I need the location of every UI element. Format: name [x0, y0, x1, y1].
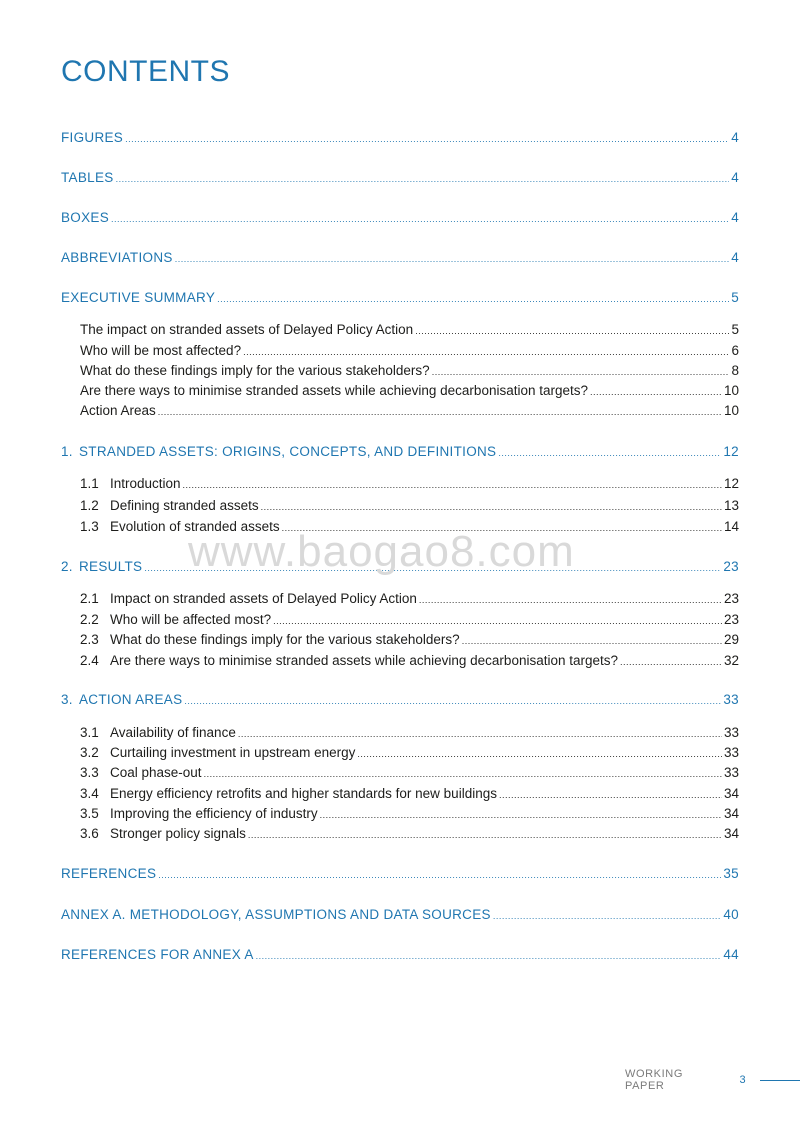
toc-subentry[interactable] [80, 611, 739, 629]
toc-entry-page: 5 [731, 290, 739, 305]
toc-entry-figures[interactable] [61, 129, 739, 147]
toc-entry-number: 2.4 [80, 653, 99, 668]
toc-entry-page: 8 [731, 363, 739, 378]
page-number: 3 [739, 1074, 747, 1086]
toc-entry-label: ACTION AREAS [79, 692, 183, 707]
toc-entry-label: FIGURES [61, 130, 124, 145]
toc-entry-number: 2.2 [80, 612, 99, 627]
toc-entry-number: 3.4 [80, 786, 99, 801]
toc-subentry[interactable] [80, 631, 739, 649]
toc-entry-label: Stronger policy signals [110, 826, 246, 841]
toc-entry-page: 5 [731, 322, 739, 337]
leader-dots [184, 692, 721, 710]
leader-dots [175, 250, 730, 268]
toc-entry-section-1[interactable] [61, 443, 739, 461]
toc-entry-label: REFERENCES FOR ANNEX A [61, 947, 254, 962]
leader-dots [590, 383, 722, 401]
leader-dots [415, 322, 729, 340]
toc-entry-page: 10 [723, 403, 739, 418]
toc-entry-page: 10 [723, 383, 739, 398]
toc-entry-page: 33 [723, 692, 739, 707]
watermark: www.baogao8.com [188, 527, 575, 576]
page-title: CONTENTS [61, 55, 230, 88]
toc-entry-label: Defining stranded assets [110, 498, 259, 513]
toc-entry-number: 2. [61, 559, 73, 574]
footer-label: WORKING PAPER [625, 1068, 683, 1092]
toc-entry-label: Improving the efficiency of industry [110, 806, 318, 821]
toc-entry-page: 12 [723, 476, 739, 491]
toc-subentry[interactable] [80, 342, 739, 360]
leader-dots [261, 498, 722, 516]
toc-entry-page: 33 [723, 765, 739, 780]
leader-dots [217, 290, 729, 308]
toc-entry-label: ABBREVIATIONS [61, 250, 173, 265]
toc-entry-label: RESULTS [79, 559, 143, 574]
toc-entry-number: 3. [61, 692, 73, 707]
leader-dots [238, 725, 722, 743]
toc-subentry[interactable] [80, 724, 739, 742]
toc-entry-page: 32 [723, 653, 739, 668]
toc-entry-boxes[interactable] [61, 209, 739, 227]
leader-dots [248, 826, 722, 844]
toc-entry-page: 13 [723, 498, 739, 513]
toc-entry-label: Energy efficiency retrofits and higher standards for new buildings [110, 786, 497, 801]
toc-entry-label: EXECUTIVE SUMMARY [61, 290, 216, 305]
toc-entry-label: REFERENCES [61, 866, 157, 881]
toc-entry-abbreviations[interactable] [61, 249, 739, 267]
toc-entry-page: 4 [731, 170, 739, 185]
toc-entry-page: 34 [723, 826, 739, 841]
page-footer [625, 1068, 800, 1092]
toc-subentry[interactable] [80, 382, 739, 400]
toc-entry-label: STRANDED ASSETS: ORIGINS, CONCEPTS, AND DEFINITIONS [79, 444, 497, 459]
leader-dots [243, 343, 729, 361]
toc-entry-label: Who will be most affected? [80, 343, 242, 358]
toc-entry-label: Impact on stranded assets of Delayed Policy Action [110, 591, 417, 606]
toc-entry-number: 3.6 [80, 826, 99, 841]
toc-subentry[interactable] [80, 321, 739, 339]
toc-entry-number: 3.5 [80, 806, 99, 821]
toc-entry-label: BOXES [61, 210, 110, 225]
leader-dots [419, 591, 722, 609]
toc-entry-label: Curtailing investment in upstream energy [110, 745, 356, 760]
leader-dots [204, 765, 722, 783]
toc-entry-label: The impact on stranded assets of Delayed Policy Action [80, 322, 414, 337]
toc-entry-page: 29 [723, 632, 739, 647]
leader-dots [499, 786, 722, 804]
toc-entry-number: 1.1 [80, 476, 99, 491]
footer-rule [760, 1080, 800, 1081]
leader-dots [432, 363, 730, 381]
leader-dots [125, 130, 729, 148]
toc-entry-tables[interactable] [61, 169, 739, 187]
toc-entry-executive-summary[interactable] [61, 289, 739, 307]
leader-dots [498, 444, 721, 462]
toc-entry-page: 44 [723, 947, 739, 962]
toc-entry-references[interactable] [61, 865, 739, 883]
toc-subentry[interactable] [80, 475, 739, 493]
toc-subentry[interactable] [80, 362, 739, 380]
toc-subentry[interactable] [80, 590, 739, 608]
toc-entry-annex-a-references[interactable] [61, 946, 739, 964]
toc-entry-number: 2.1 [80, 591, 99, 606]
toc-subentry[interactable] [80, 785, 739, 803]
toc-entry-number: 3.2 [80, 745, 99, 760]
toc-entry-label: Action Areas [80, 403, 156, 418]
toc-entry-page: 14 [723, 519, 739, 534]
toc-entry-page: 4 [731, 130, 739, 145]
leader-dots [158, 403, 722, 421]
toc-subentry[interactable] [80, 497, 739, 515]
toc-entry-page: 23 [723, 559, 739, 574]
leader-dots [462, 632, 722, 650]
toc-entry-label: TABLES [61, 170, 114, 185]
toc-subentry[interactable] [80, 805, 739, 823]
toc-entry-number: 1.3 [80, 519, 99, 534]
leader-dots [620, 653, 722, 671]
toc-subentry[interactable] [80, 825, 739, 843]
toc-entry-page: 6 [731, 343, 739, 358]
toc-entry-page: 35 [723, 866, 739, 881]
toc-subentry[interactable] [80, 402, 739, 420]
toc-entry-page: 33 [723, 725, 739, 740]
toc-entry-page: 12 [723, 444, 739, 459]
leader-dots [357, 745, 722, 763]
toc-entry-page: 4 [731, 210, 739, 225]
toc-entry-label: Who will be affected most? [110, 612, 272, 627]
toc-entry-page: 23 [723, 612, 739, 627]
toc-entry-number: 2.3 [80, 632, 99, 647]
toc-entry-page: 4 [731, 250, 739, 265]
toc-entry-number: 3.1 [80, 725, 99, 740]
leader-dots [493, 907, 722, 925]
toc-entry-number: 1. [61, 444, 73, 459]
toc-subentry[interactable] [80, 744, 739, 762]
leader-dots [256, 947, 722, 965]
leader-dots [111, 210, 729, 228]
leader-dots [273, 612, 722, 630]
toc-entry-number: 3.3 [80, 765, 99, 780]
toc-entry-label: Are there ways to minimise stranded assets while achieving decarbonisation targets? [80, 383, 589, 398]
leader-dots [116, 170, 730, 188]
toc-entry-label: Evolution of stranded assets [110, 519, 280, 534]
leader-dots [158, 866, 721, 884]
toc-entry-label: ANNEX A. METHODOLOGY, ASSUMPTIONS AND DATA SOURCES [61, 907, 491, 922]
toc-entry-label: Introduction [110, 476, 181, 491]
toc-subentry[interactable] [80, 764, 739, 782]
toc-entry-section-3[interactable] [61, 691, 739, 709]
toc-entry-page: 34 [723, 786, 739, 801]
leader-dots [320, 806, 722, 824]
toc-subentry[interactable] [80, 652, 739, 670]
toc-entry-label: Availability of finance [110, 725, 236, 740]
leader-dots [183, 476, 722, 494]
toc-entry-page: 34 [723, 806, 739, 821]
toc-entry-annex-a[interactable] [61, 906, 739, 924]
toc-entry-page: 33 [723, 745, 739, 760]
toc-entry-number: 1.2 [80, 498, 99, 513]
toc-entry-label: What do these findings imply for the various stakeholders? [110, 632, 460, 647]
toc-entry-page: 40 [723, 907, 739, 922]
toc-entry-label: What do these findings imply for the various stakeholders? [80, 363, 430, 378]
toc-entry-label: Coal phase-out [110, 765, 202, 780]
toc-entry-label: Are there ways to minimise stranded assets while achieving decarbonisation targets? [110, 653, 619, 668]
toc-entry-page: 23 [723, 591, 739, 606]
